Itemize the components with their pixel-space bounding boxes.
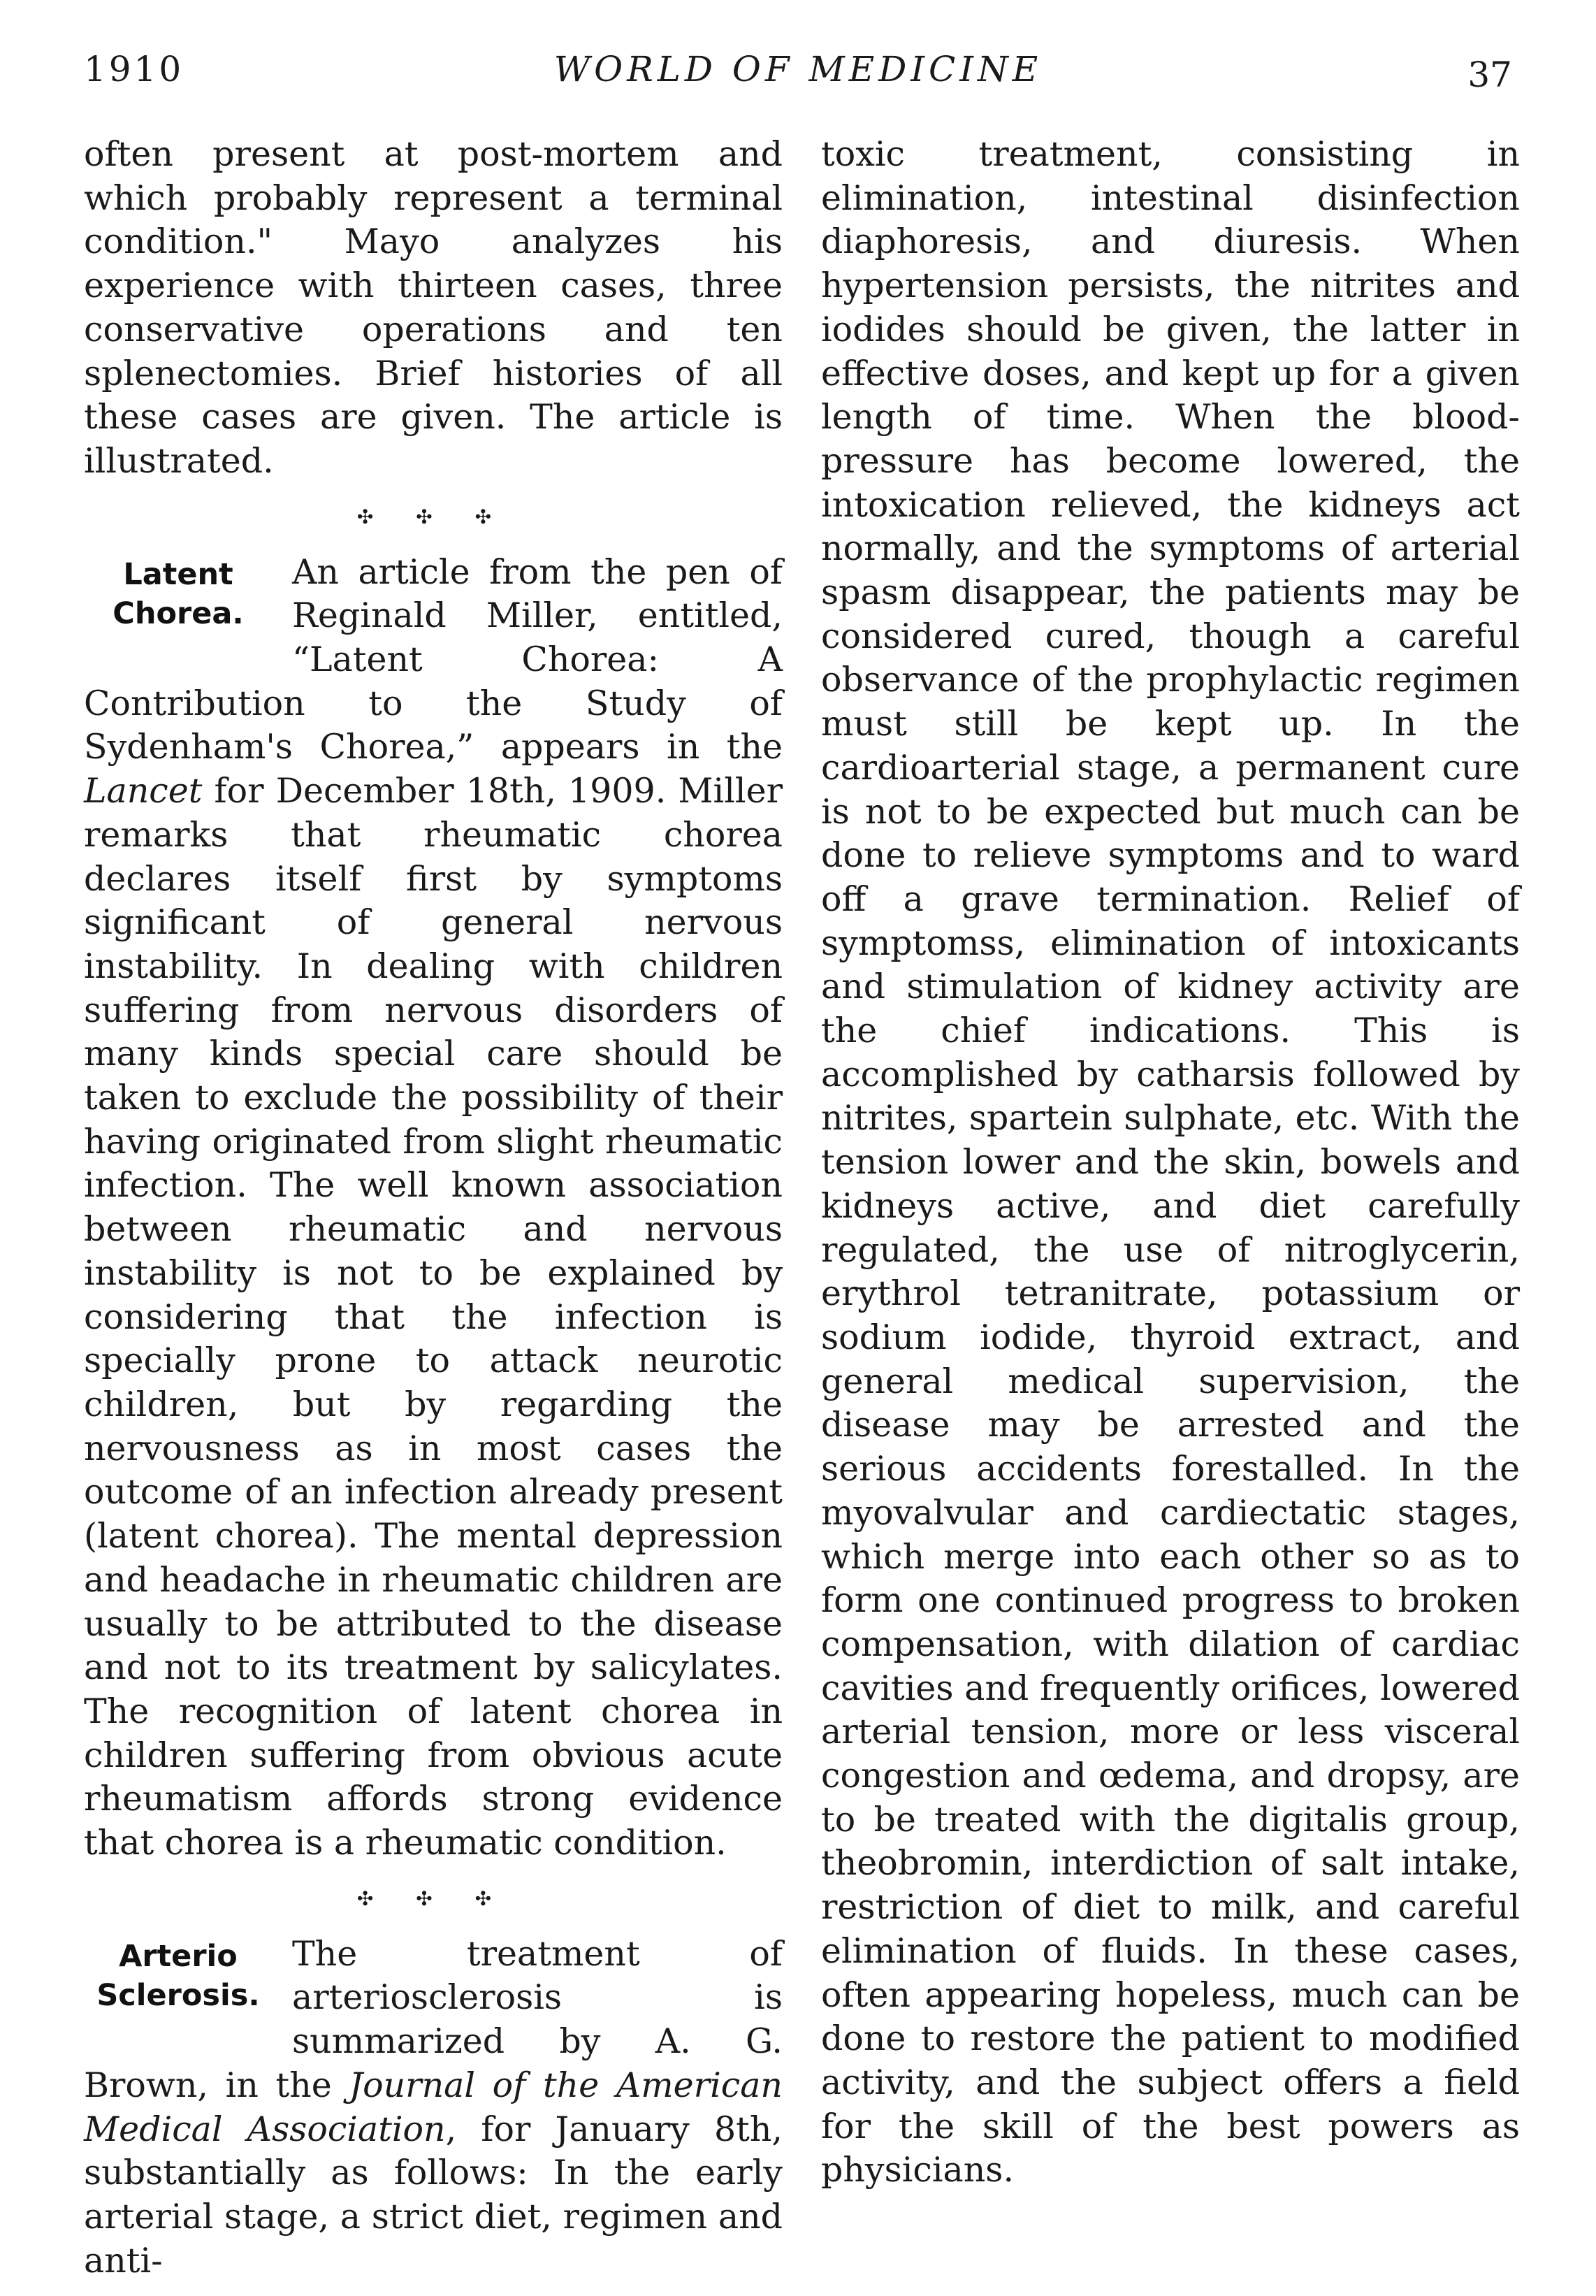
journal-name: Lancet (84, 771, 203, 811)
header-year: 1910 (84, 49, 184, 89)
article-text: , for January 8th, substantially as follows: In the early arterial stage, a strict diet, regimen and anti- (84, 2109, 783, 2281)
article-arterio-sclerosis (84, 1933, 783, 2283)
running-header (84, 49, 1512, 119)
page-number: 37 (1467, 55, 1512, 95)
article-text: The treatment of arteriosclerosis is summarized by A. G. Brown, in the (84, 1933, 783, 2105)
article-body (84, 551, 783, 1865)
header-title: WORLD OF MEDICINE (553, 49, 1043, 89)
section-separator: ✣ ✣ ✣ (356, 1886, 510, 1910)
sidehead-arterio-sclerosis: Arterio Sclerosis. (96, 1938, 260, 2013)
article-text: for December 18th, 1909. Miller remarks that rheumatic chorea declares itself first by symptoms significant of general nervous instability. In dealing with children suffering from nervous disorders of many kinds special care should be taken to exclude the possibility of their having originated from slight rheumatic infection. The well known association between rheumatic and nervous instability is not to be explained by considering that the infection is specially prone to attack neurotic children, but by regarding the nervousness as in most cases the outcome of an infection already present (latent chorea). The mental depression and headache in rheumatic children are usually to be attributed to the disease and not to its treatment by salicylates. The recognition of latent chorea in children suffering from obvious acute rheumatism affords strong evidence that chorea is a rheumatic condition. (84, 771, 783, 1863)
continued-paragraph-left: often present at post-mortem and which probably represent a terminal condition." Mayo analyzes his experience with thirteen cases, three conservative operations and ten splenectomies. Brief histories of all these cases are given. The article is illustrated. (84, 134, 783, 481)
right-column (821, 133, 1520, 2193)
sidehead-latent-chorea: Latent Chorea. (113, 556, 244, 631)
article-latent-chorea (84, 551, 783, 1865)
section-separator: ✣ ✣ ✣ (356, 505, 510, 528)
article-text: An article from the pen of Reginald Miller, entitled, “Latent Chorea: A Contribution to the Study of Sydenham's Chorea,” appears in the (84, 551, 783, 767)
continued-paragraph-right: toxic treatment, consisting in elimination, intestinal disinfection diaphoresis, and diuresis. When hypertension persists, the nitrites and iodides should be given, the latter in effective doses, and kept up for a given length of time. When the blood-pressure has become lowered, the intoxication relieved, the kidneys act normally, and the symptoms of arterial spasm disappear, the patients may be considered cured, though a careful observance of the prophylactic regimen must still be kept up. In the cardioarterial stage, a permanent cure is not to be expected but much can be done to relieve symptoms and to ward off a grave termination. Relief of symptomss, elimination of intoxicants and stimulation of kidney activity are the chief indications. This is accomplished by catharsis followed by nitrites, spartein sulphate, etc. With the tension lower and the skin, bowels and kidneys active, and diet carefully regulated, the use of nitroglycerin, erythrol tetranitrate, potassium or sodium iodide, thyroid extract, and general medical supervision, the disease may be arrested and the serious accidents forestalled. In the myovalvular and cardiectatic stages, which merge into each other so as to form one continued progress to broken compensation, with dilation of cardiac cavities and frequently orifices, lowered arterial tension, more or less visceral congestion and œdema, and dropsy, are to be treated with the digitalis group, theobromin, interdiction of salt intake, restriction of diet to milk, and careful elimination of fluids. In these cases, often appearing hopeless, much can be done to restore the patient to modified activity, and the subject offers a field for the skill of the best powers as physicians. (821, 134, 1520, 2190)
left-column (84, 133, 783, 2283)
journal-name: Journal of the American Medical Association (84, 2065, 783, 2149)
